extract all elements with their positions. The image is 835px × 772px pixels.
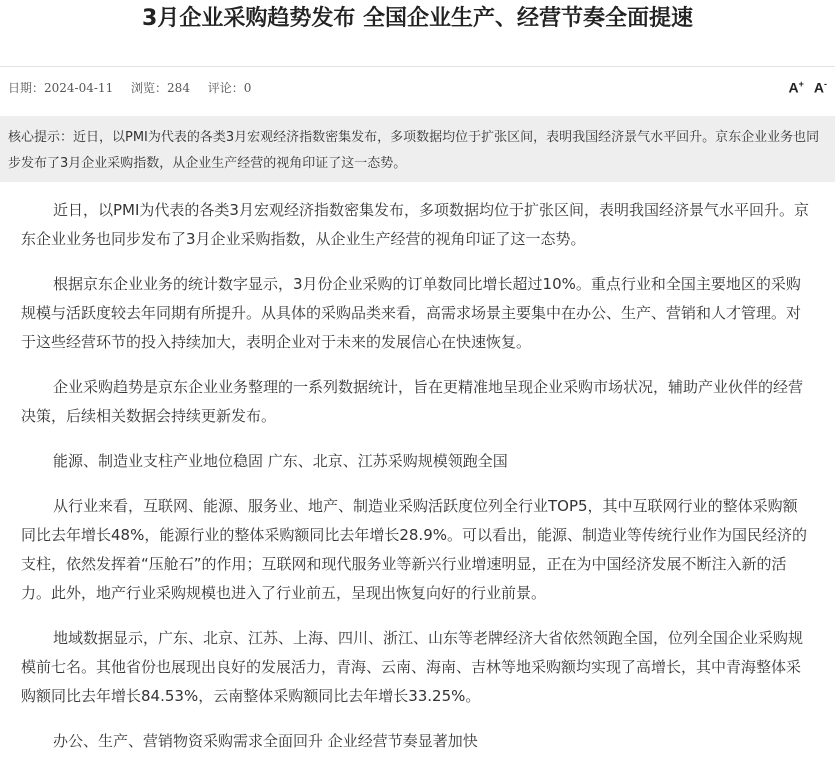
article-body: [21, 196, 811, 772]
article-paragraph: 根据京东企业业务的统计数字显示，3月份企业采购的订单数同比增长超过10%。重点行业和全国主要地区的采购规模与活跃度较去年同期有所提升。从具体的采购品类来看，高需求场景主要集中在办公、生产、营销和人才管理。对于这些经营环节的投入持续加大，表明企业对于未来的发展信心在快速恢复。: [21, 275, 802, 351]
font-decrease-button[interactable]: [814, 79, 827, 96]
article-subheading: 能源、制造业支柱产业地位稳固 广东、北京、江苏采购规模领跑全国: [53, 452, 508, 470]
font-increase-button[interactable]: [788, 79, 803, 96]
article-title: 3月企业采购趋势发布 全国企业生产、经营节奏全面提速: [142, 6, 693, 31]
comment-count[interactable]: 0: [243, 80, 252, 95]
article-paragraph: 地域数据显示，广东、北京、江苏、上海、四川、浙江、山东等老牌经济大省依然领跑全国，位列全国企业采购规模前七名。其他省份也展现出良好的发展活力，青海、云南、海南、吉林等地采购额均实现了高增长，其中青海整体采购额同比去年增长84.53%，云南整体采购额同比去年增长33.25%。: [21, 629, 804, 705]
views-label: 浏览：: [131, 80, 168, 95]
date-label: 日期：: [8, 80, 45, 95]
article-meta: [8, 79, 265, 96]
core-summary-box: 核心提示：近日，以PMI为代表的各类3月宏观经济指数密集发布，多项数据均位于扩张区间，表明我国经济景气水平回升。京东企业业务也同步发布了3月企业采购指数，从企业生产经营的视角印证了这一态势。: [0, 116, 835, 182]
font-size-controls: [788, 79, 827, 96]
view-count: 284: [167, 80, 190, 95]
article-paragraph: 近日，以PMI为代表的各类3月宏观经济指数密集发布，多项数据均位于扩张区间，表明我国经济景气水平回升。京东企业业务也同步发布了3月企业采购指数，从企业生产经营的视角印证了这一态势。: [21, 201, 809, 248]
font-decrease-letter: A: [813, 79, 824, 96]
font-decrease-mark: -: [824, 78, 827, 89]
publish-date: 2024-04-11: [44, 80, 114, 95]
article-subheading: 办公、生产、营销物资采购需求全面回升 企业经营节奏显著加快: [53, 732, 478, 750]
comments-label: 评论：: [207, 80, 244, 95]
article-meta-bar: [0, 67, 835, 107]
article-paragraph: 企业采购趋势是京东企业业务整理的一系列数据统计，旨在更精准地呈现企业采购市场状况，辅助产业伙伴的经营决策，后续相关数据会持续更新发布。: [21, 378, 804, 425]
font-increase-mark: +: [798, 78, 804, 89]
font-increase-letter: A: [788, 79, 799, 96]
article-paragraph: 从行业来看，互联网、能源、服务业、地产、制造业采购活跃度位列全行业TOP5，其中互联网行业的整体采购额同比去年增长48%，能源行业的整体采购额同比去年增长28.9%。可以看出，能源、制造业等传统行业作为国民经济的支柱，依然发挥着“压舱石”的作用；互联网和现代服务业等新兴行业增速明显，正在为中国经济发展不断注入新的活力。此外，地产行业采购规模也进入了行业前五，呈现出恢复向好的行业前景。: [21, 497, 807, 602]
